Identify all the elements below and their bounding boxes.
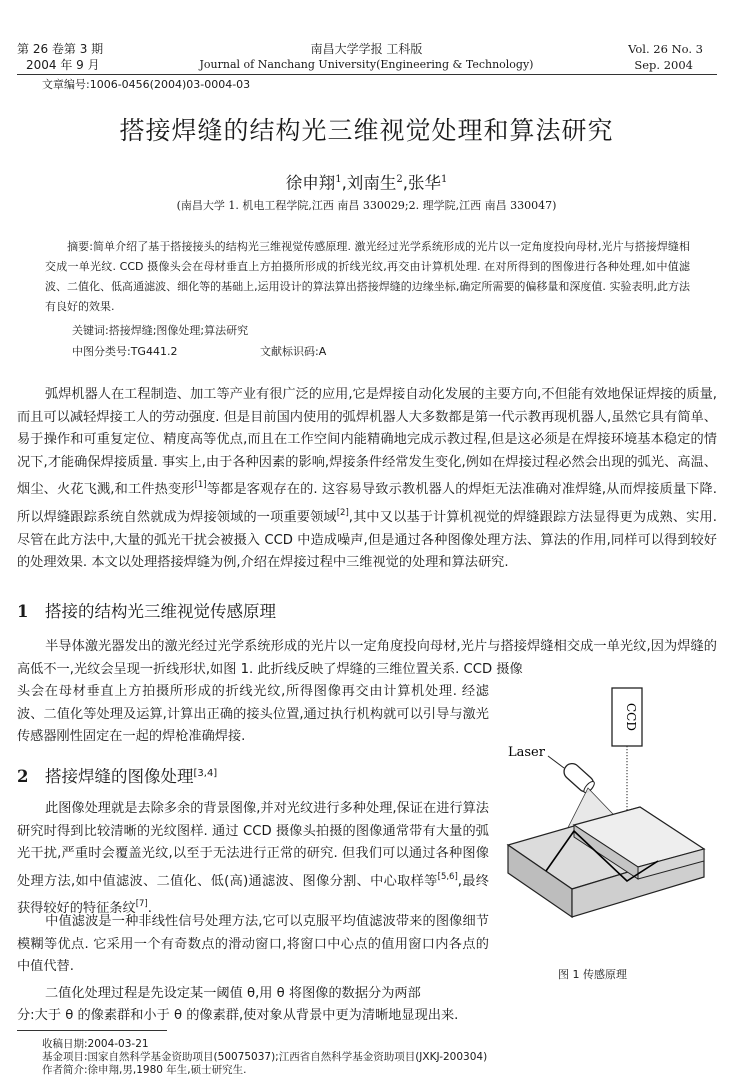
laser-emitter [561,760,597,795]
ccd-label: CCD [624,703,638,731]
clc-number: 中图分类号:TG441.2 [72,345,178,358]
abstract [45,237,690,317]
footnote-rule [17,1030,167,1031]
header-date-cn: 2004 年 9 月 [26,58,100,72]
header-journal-en: Journal of Nanchang University(Engineering & Technology) [199,58,534,71]
author-name: 张华 [407,173,441,193]
footnote-fund: 基金项目:国家自然科学基金资助项目(50075037);江西省自然科学基金资助项目(JXKJ-200304) [42,1051,488,1063]
author-affil-mark: 1 [335,174,342,185]
citation: [2] [336,507,349,518]
abstract-text: 摘要:简单介绍了基于搭接接头的结构光三维视觉传感原理. 激光经过光学系统形成的光片以一定角度投向母材,光片与搭接焊缝相交成一单光纹. CCD 摄像头会在母材垂直上方拍摄所形成的折线光纹,再交由计算机处理. 在对所得到的图像进行各种处理,如中值滤波、二值化、低高通滤波、细化等的基础上,运用设计的算法算出搭接焊缝的边缘坐标,确定所需要的偏移量和深度值. 实验表明,此方法有良好的效果. [45,240,690,313]
header-rule [17,74,717,75]
section1-paragraph-cont: 头会在母材垂直上方拍摄所形成的折线光纹,所得图像再交由计算机处理. 经滤波、二值化等处理及运算,计算出正确的接头位置,通过执行机构就可以引导与激光传感器刚性固定在一起的焊枪准确焊接. [17,684,489,745]
header-journal-cn: 南昌大学学报 工科版 [310,42,423,56]
author-affil-mark: 1 [440,174,448,185]
section1-paragraph: 半导体激光器发出的激光经过光学系统形成的光片以一定角度投向母材,光片与搭接焊缝相交成一单光纹,因为焊缝的高低不一,光纹会呈现一折线形状,如图 1. 此折线反映了焊缝的三维位置关系. CCD 摄像 [17,639,717,677]
citation: [7] [135,899,148,910]
article-number: 文章编号:1006-0456(2004)03-0004-03 [42,78,251,91]
footnote-author-bio: 作者简介:徐申翔,男,1980 年生,硕士研究生. [42,1064,247,1076]
figure-1 [500,685,716,960]
document-code: 文献标识码:A [260,345,327,358]
author-name: 刘南生 [346,173,397,193]
section2-paragraph-3: 二值化处理过程是先设定某一阈值 θ,用 θ 将图像的数据分为两部 [45,986,421,1001]
citation: [3,4] [193,768,218,779]
header-date-en: Sep. 2004 [634,58,693,72]
section2-paragraph-2: 中值滤波是一种非线性信号处理方法,它可以克服平均值滤波带来的图像细节模糊等优点. 它采用一个有奇数点的滑动窗口,将窗口中心点的值用窗口内各点的中值代替. [17,914,489,975]
author-separator: , [341,173,347,193]
section2-paragraph-1: 此图像处理就是去除多余的背景图像,并对光纹进行多种处理,保证在进行算法研究时得到比较清晰的光纹图样. 通过 CCD 摄像头拍摄的图像通常带有大量的弧光干扰,严重时会覆盖光纹,以至于无法进行正常的研究. 但我们可以通过各种图像处理方法,如中值滤波、二值化、低(高)通滤波、图像分割、中心取样等[5,6],最终获得较好的特征条纹[7]. [17,801,489,917]
section-heading-1: 1 搭接的结构光三维视觉传感原理 [17,602,276,621]
intro-paragraph: 弧焊机器人在工程制造、加工等产业有很广泛的应用,它是焊接自动化发展的主要方向,不但能有效地保证焊接的质量,而且可以减轻焊接工人的劳动强度. 但是目前国内使用的弧焊机器人大多数都是第一代示教再现机器人,虽然它具有简单、易于操作和可重复定位、精度高等优点,而且在工作空间内能精确地完成示教过程,但是这必须是在焊接环境基本稳定的情况下,才能确保焊接质量. 事实上,由于各种因素的影响,焊接条件经常发生变化,例如在焊接过程必然会出现的弧光、高温、烟尘、火花飞溅,和工件热变形[1]等都是客观存在的. 这容易导致示教机器人的焊炬无法准确对准焊缝,从而焊接质量下降. 所以焊缝跟踪系统自然就成为焊接领域的一项重要领域[2],其中又以基于计算机视觉的焊缝跟踪方法显得更为成熟、实用. 尽管在此方法中,大量的弧光干扰会被摄入 CCD 中造成噪声,但是通过各种图像处理方法、算法的作用,同样可以得到较好的处理效果. 本文以处理搭接焊缝为例,介绍在焊接过程中三维视觉的处理和算法研究. [17,387,717,571]
footnote-received: 收稿日期:2004-03-21 [42,1038,149,1050]
figure-caption: 图 1 传感原理 [558,968,627,981]
laser-label: Laser [508,745,545,760]
author-affil-mark: 2 [396,174,403,185]
keywords: 关键词:搭接焊缝;图像处理;算法研究 [72,324,249,337]
header-volume-en: Vol. 26 No. 3 [628,42,703,56]
affiliation: (南昌大学 1. 机电工程学院,江西 南昌 330029;2. 理学院,江西 南昌 330047) [176,199,557,212]
section2-paragraph-3-cont: 分:大于 θ 的像素群和小于 θ 的像素群,使对象从背景中更为清晰地显现出来. [17,1008,459,1023]
paper-title: 搭接焊缝的结构光三维视觉处理和算法研究 [119,116,614,145]
section-heading-2: 2 搭接焊缝的图像处理[3,4] [17,767,218,786]
author-list [0,168,733,196]
header-volume: 第 26 卷第 3 期 [17,42,104,56]
citation: [5,6] [437,871,458,882]
author-name: 徐申翔 [285,173,336,193]
author-separator: , [402,173,408,193]
sensing-principle-diagram [500,685,716,960]
laser-leader-line [548,756,564,768]
citation: [1] [194,480,207,491]
